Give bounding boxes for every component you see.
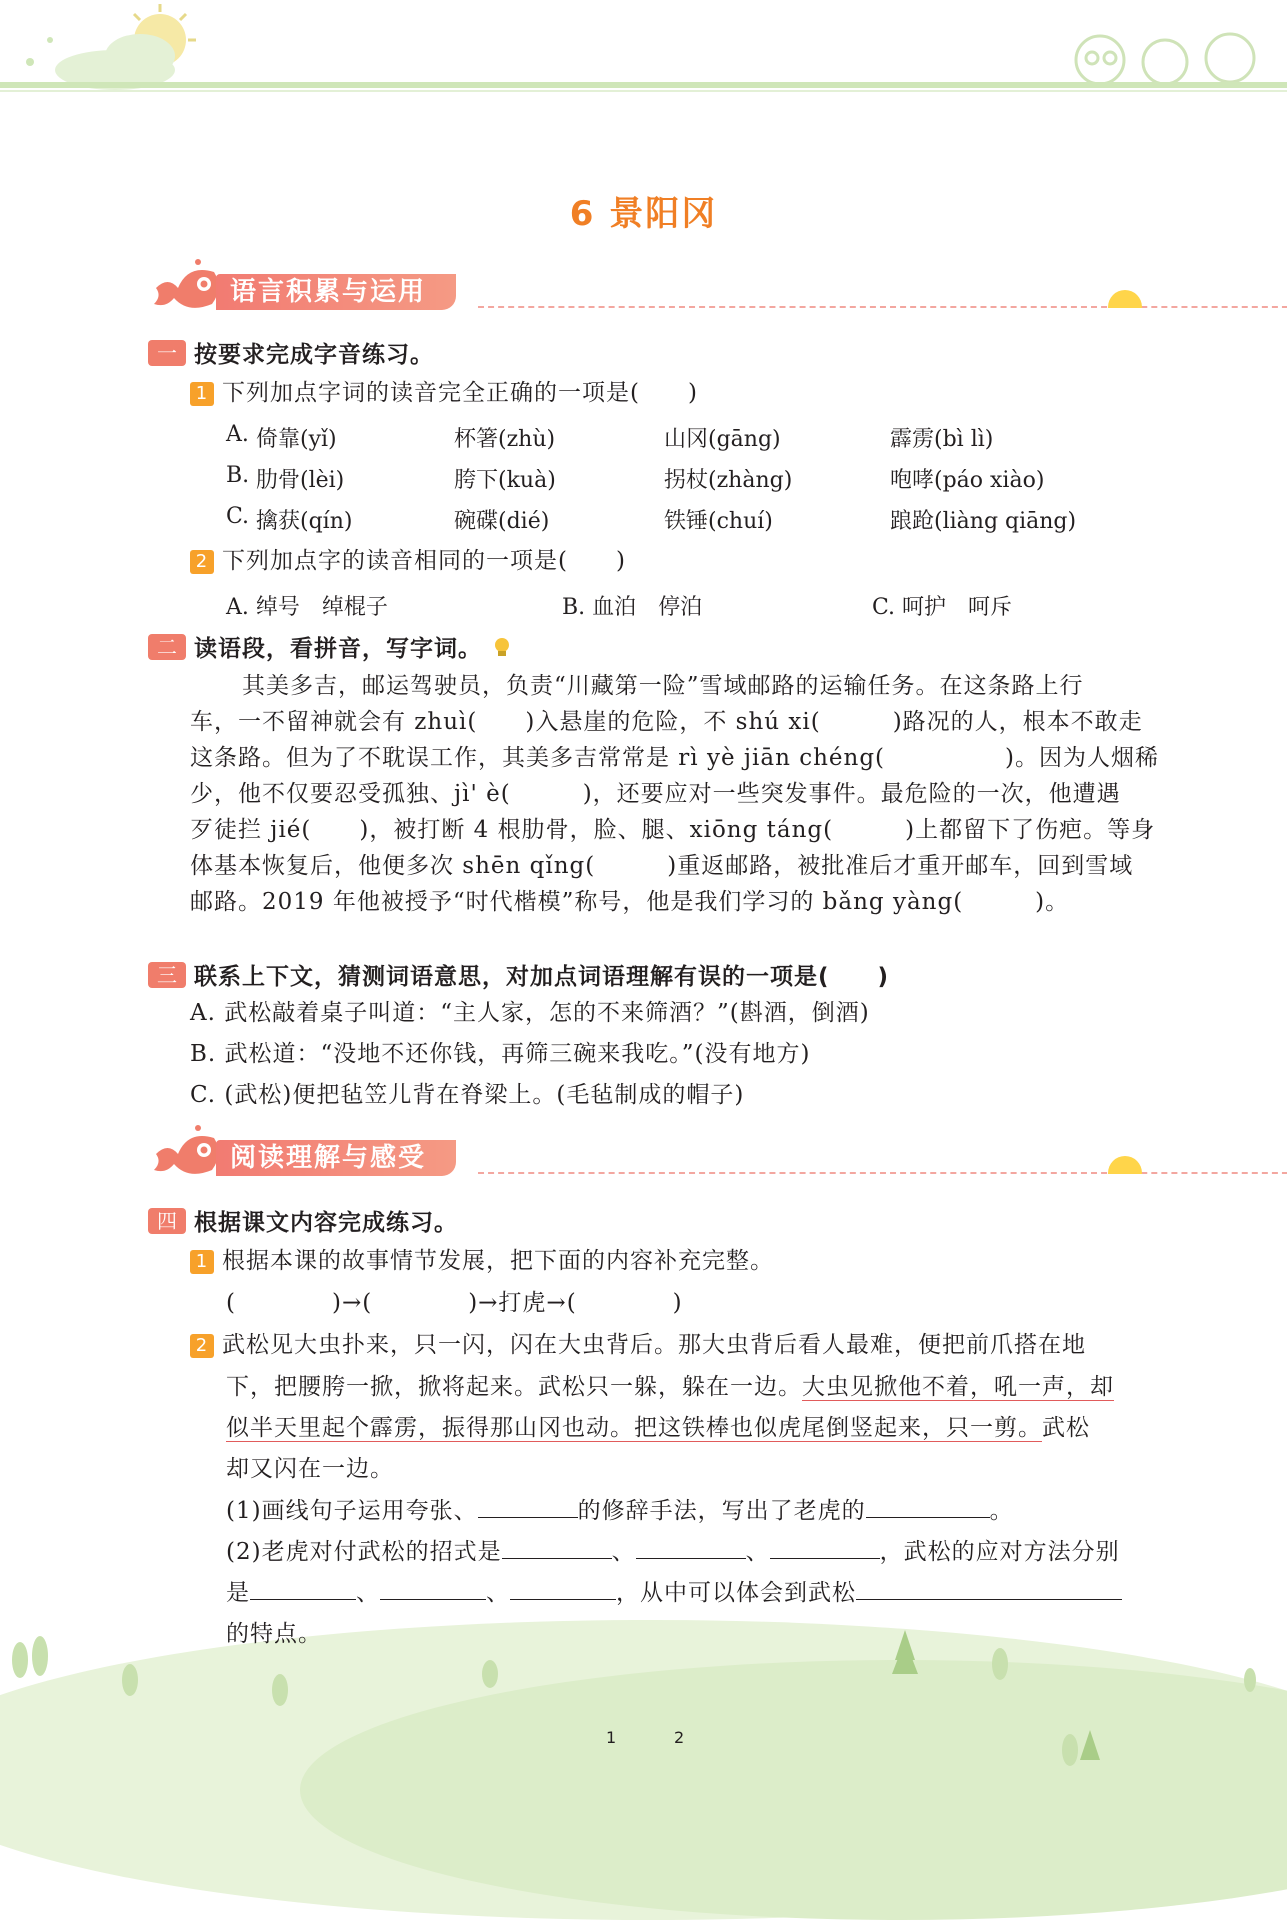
- answer-text: 、: [611, 1539, 636, 1565]
- question-1: [148, 336, 434, 369]
- question-badge: 三: [148, 962, 186, 988]
- page-number: 2: [674, 1728, 685, 1747]
- question-badge: 一: [148, 340, 186, 366]
- option-item: 拐杖(zhàng): [664, 468, 793, 493]
- passage-line: 歹徒拦 jié( )，被打断 4 根肋骨，脸、腿、xiōng táng( )上都留下了伤疤。等身: [190, 817, 1156, 843]
- passage-text: 武松: [1042, 1415, 1090, 1441]
- answer-text: (1)画线句子运用夸张、: [226, 1498, 478, 1524]
- underlined-sentence: 大虫见掀他不着，吼一声，却: [802, 1374, 1114, 1400]
- option-item: 咆哮(páo xiào): [890, 468, 1045, 493]
- passage-line: 车，一不留神就会有 zhuì( )入悬崖的危险，不 shú xi( )路况的人，根本不敢走: [190, 709, 1143, 735]
- subquestion-1-2: [190, 546, 626, 576]
- lightbulb-icon: [491, 636, 513, 658]
- subquestion-number: 2: [190, 550, 214, 574]
- answer-blank[interactable]: [380, 1599, 486, 1600]
- answer-line-4: 的特点。: [226, 1621, 322, 1647]
- passage-line: 武松见大虫扑来，只一闪，闪在大虫背后。那大虫背后看人最难，便把前爪搭在地: [222, 1332, 1086, 1358]
- passage-line: [226, 1372, 1114, 1402]
- sun-icon: [1108, 290, 1142, 308]
- top-divider: [0, 82, 1287, 88]
- answer-line-3: [226, 1578, 1122, 1608]
- lesson-title: 6 景阳冈: [569, 194, 718, 234]
- subquestion-text: 下列加点字的读音相同的一项是( ): [222, 548, 626, 574]
- section-banner-1: [148, 272, 1168, 312]
- section-title: 语言积累与运用: [216, 274, 456, 310]
- passage-line: 其美多吉，邮运驾驶员，负责“川藏第一险”雪域邮路的运输任务。在这条路上行: [242, 673, 1084, 699]
- passage-line: 少，他不仅要忍受孤独、jì' è( )，还要应对一些突发事件。最危险的一次，他遭遇: [190, 781, 1121, 807]
- answer-text: 。: [989, 1498, 1014, 1524]
- subquestion-text: 根据本课的故事情节发展，把下面的内容补充完整。: [222, 1248, 774, 1274]
- animal-faces-icon: [1060, 20, 1270, 90]
- sun-icon: [20, 0, 210, 90]
- answer-text: 、: [745, 1539, 770, 1565]
- option-item: 山冈(gāng): [664, 427, 781, 452]
- passage-line: 邮路。2019 年他被授予“时代楷模”称号，他是我们学习的 bǎng yàng( )。: [190, 889, 1070, 915]
- answer-text: 是: [226, 1580, 250, 1606]
- passage-line: [226, 1413, 1090, 1443]
- answer-blank[interactable]: [856, 1599, 1122, 1600]
- answer-text: 的修辞手法，写出了老虎的: [577, 1498, 866, 1524]
- passage-line: 这条路。但为了不耽误工作，其美多吉常常是 rì yè jiān chéng( )。因为人烟稀: [190, 745, 1160, 771]
- subquestion-number: 2: [190, 1334, 214, 1358]
- option-label: B.: [226, 463, 250, 488]
- answer-text: 、: [486, 1580, 510, 1606]
- passage-line: 体基本恢复后，他便多次 shēn qǐng( )重返邮路，被批准后才重开邮车，回到雪域: [190, 853, 1134, 879]
- question-text: 根据课文内容完成练习。: [194, 1210, 458, 1236]
- passage: [190, 668, 1160, 920]
- dashed-line: [478, 306, 1287, 308]
- option-item: B. 武松道：“没地不还你钱，再筛三碗来我吃。”(没有地方): [190, 1041, 811, 1067]
- subquestion-1-1: [190, 378, 698, 408]
- answer-blank[interactable]: [866, 1517, 990, 1518]
- story-flow: ( )→( )→打虎→( ): [226, 1290, 683, 1316]
- option-item: 踉跄(liàng qiāng): [890, 509, 1077, 534]
- answer-blank[interactable]: [502, 1558, 612, 1559]
- question-text: 读语段，看拼音，写字词。: [194, 636, 482, 662]
- option-item: A. 武松敲着桌子叫道：“主人家，怎的不来筛酒？”(斟酒，倒酒): [190, 1000, 870, 1026]
- answer-blank[interactable]: [478, 1517, 578, 1518]
- dashed-line: [478, 1172, 1287, 1174]
- option-item: 碗碟(dié): [454, 509, 550, 534]
- answer-blank[interactable]: [770, 1558, 880, 1559]
- option-item: 肋骨(lèi): [256, 468, 345, 493]
- question-badge: 二: [148, 634, 186, 660]
- option-item: 杯箸(zhù): [454, 427, 556, 452]
- answer-blank[interactable]: [250, 1599, 356, 1600]
- answer-blank[interactable]: [510, 1599, 616, 1600]
- trees-decoration: [0, 1630, 1287, 1789]
- option-item: B. 血泊 停泊: [562, 595, 703, 620]
- top-divider-thin: [0, 90, 1287, 92]
- question-text: 按要求完成字音练习。: [194, 342, 434, 368]
- subquestion-number: 1: [190, 382, 214, 406]
- section-title: 阅读理解与感受: [216, 1140, 456, 1176]
- option-item: 霹雳(bì lì): [890, 427, 994, 452]
- answer-text: ，从中可以体会到武松: [616, 1580, 856, 1606]
- section-banner-2: [148, 1138, 1168, 1178]
- subquestion-text: 下列加点字词的读音完全正确的一项是( ): [222, 380, 698, 406]
- passage-line: 却又闪在一边。: [226, 1456, 394, 1482]
- question-4: [148, 1204, 458, 1237]
- option-label: A.: [226, 422, 249, 447]
- answer-text: ，武松的应对方法分别: [879, 1539, 1120, 1565]
- passage-text: 下，把腰胯一掀，掀将起来。武松只一躲，躲在一边。: [226, 1374, 802, 1400]
- question-3: [148, 958, 889, 991]
- answer-blank[interactable]: [636, 1558, 746, 1559]
- option-item: A. 绰号 绰棍子: [226, 595, 388, 620]
- subquestion-number: 1: [190, 1250, 214, 1274]
- page-number: 1: [606, 1728, 617, 1747]
- option-item: C. 呵护 呵斥: [872, 595, 1013, 620]
- question-2: [148, 630, 513, 663]
- answer-text: (2)老虎对付武松的招式是: [226, 1539, 502, 1565]
- cloud-sun-decoration: [20, 0, 210, 90]
- question-text: 联系上下文，猜测词语意思，对加点词语理解有误的一项是( ): [194, 964, 890, 990]
- animal-decoration: [1060, 20, 1270, 90]
- sun-icon: [1108, 1156, 1142, 1174]
- subquestion-4-1: [190, 1246, 774, 1276]
- option-label: C.: [226, 504, 250, 529]
- underlined-sentence: 似半天里起个霹雳，振得那山冈也动。把这铁棒也似虎尾倒竖起来，只一剪。: [226, 1415, 1042, 1441]
- option-item: C. (武松)便把毡笠儿背在脊梁上。(毛毡制成的帽子): [190, 1082, 745, 1108]
- question-badge: 四: [148, 1208, 186, 1234]
- subquestion-4-2: [190, 1330, 1086, 1360]
- option-item: 擒获(qín): [256, 509, 353, 534]
- answer-line-1: [226, 1496, 1014, 1526]
- answer-line-2: [226, 1537, 1120, 1567]
- option-item: 铁锤(chuí): [664, 509, 773, 534]
- option-item: 倚靠(yǐ): [256, 427, 337, 452]
- answer-text: 、: [356, 1580, 380, 1606]
- option-item: 胯下(kuà): [454, 468, 556, 493]
